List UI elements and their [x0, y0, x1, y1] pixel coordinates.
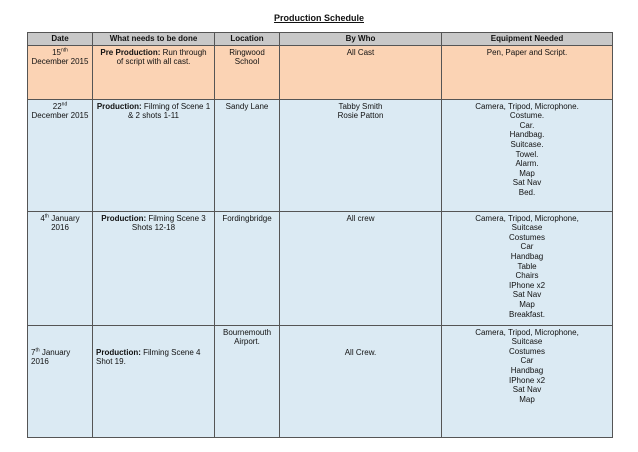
date-suffix: th [35, 346, 40, 353]
equipment-item: Camera, Tripod, Microphone, [475, 213, 579, 223]
who-item: All Cast [346, 47, 375, 57]
production-schedule-table [27, 32, 613, 438]
equipment-item: Handbag [510, 251, 544, 261]
equipment-item: Sat Nav [512, 290, 542, 300]
date-cell [28, 45, 93, 99]
who-cell [280, 45, 442, 99]
equipment-item: Map [519, 394, 535, 404]
task-description: Filming of Scene 1 & 2 shots 1-11 [128, 101, 211, 121]
task-description: Run through of script with all cast. [116, 47, 207, 67]
location-cell: Sandy Lane [215, 99, 280, 211]
equipment-item: Sat Nav [512, 178, 542, 188]
who-cell [280, 211, 442, 325]
date-rest: January 2016 [31, 347, 71, 367]
table-row [28, 45, 613, 99]
who-item: Tabby Smith [338, 101, 383, 111]
date-day: 4 [40, 213, 45, 223]
equipment-item: Costumes [508, 232, 545, 242]
equipment-item: Alarm. [515, 159, 539, 169]
task-description: Filming Scene 4 Shot 19. [96, 347, 201, 367]
equipment-cell [442, 211, 613, 325]
date-day: 22 [52, 101, 62, 111]
equipment-item: Chairs [515, 271, 539, 281]
equipment-item: Suitcase [511, 337, 543, 347]
header-date: Date [28, 33, 93, 46]
equipment-item: Car. [519, 120, 535, 130]
equipment-item: Suitcase [511, 223, 543, 233]
date-suffix: nth [60, 46, 68, 53]
equipment-item: Camera, Tripod, Microphone. [475, 101, 579, 111]
location-cell: Ringwood School [215, 45, 280, 99]
task-cell [93, 211, 215, 325]
who-cell [280, 99, 442, 211]
equipment-item: Map [519, 299, 535, 309]
date-cell [28, 99, 93, 211]
equipment-cell [442, 325, 613, 437]
date-cell [28, 211, 93, 325]
equipment-item: Costume. [509, 111, 545, 121]
header-who: By Who [280, 33, 442, 46]
date-day: 15 [52, 47, 61, 57]
who-item: Rosie Patton [337, 111, 384, 121]
date-rest: January 2016 [48, 213, 80, 233]
header-location: Location [215, 33, 280, 46]
task-type: Production: [101, 213, 147, 223]
equipment-item: Camera, Tripod, Microphone, [475, 327, 579, 337]
who-item: All Crew. [344, 347, 377, 357]
equipment-item: Costumes [508, 346, 545, 356]
task-cell [93, 325, 215, 437]
date-suffix: th [44, 212, 49, 219]
header-task: What needs to be done [93, 33, 215, 46]
header-equipment: Equipment Needed [442, 33, 613, 46]
equipment-item: Car [520, 242, 534, 252]
equipment-item: Map [519, 168, 535, 178]
equipment-item: Sat Nav [512, 385, 542, 395]
equipment-item: Handbag [510, 365, 544, 375]
date-cell [28, 325, 93, 437]
equipment-cell [442, 45, 613, 99]
task-description: Filming Scene 3 Shots 12-18 [131, 213, 206, 233]
date-rest: December 2015 [31, 111, 89, 121]
task-cell [93, 45, 215, 99]
location-cell: Fordingbridge [215, 211, 280, 325]
date-suffix: nd [61, 100, 68, 107]
header-row [28, 33, 613, 46]
equipment-item: IPhone x2 [508, 280, 546, 290]
who-item: All crew [346, 213, 375, 223]
task-type: Production: [96, 347, 141, 357]
equipment-cell [442, 99, 613, 211]
date-day: 7 [31, 347, 36, 357]
equipment-item: Towel. [515, 149, 539, 159]
equipment-item: Handbag. [509, 130, 545, 140]
equipment-item: Suitcase. [510, 139, 544, 149]
equipment-item: Pen, Paper and Script. [486, 47, 568, 57]
equipment-item: Bed. [518, 187, 536, 197]
equipment-item: IPhone x2 [508, 375, 546, 385]
table-row [28, 325, 613, 437]
equipment-item: Car [520, 356, 534, 366]
table-row [28, 99, 613, 211]
task-cell [93, 99, 215, 211]
task-type: Production: [96, 101, 142, 111]
date-rest: December 2015 [31, 57, 89, 67]
document-title: Production Schedule [273, 13, 364, 23]
task-type: Pre Production: [100, 47, 161, 57]
equipment-item: Table [517, 261, 537, 271]
who-cell [280, 325, 442, 437]
equipment-item: Breakfast. [508, 309, 545, 319]
table-row [28, 211, 613, 325]
location-cell: Bournemouth Airport. [215, 325, 280, 437]
